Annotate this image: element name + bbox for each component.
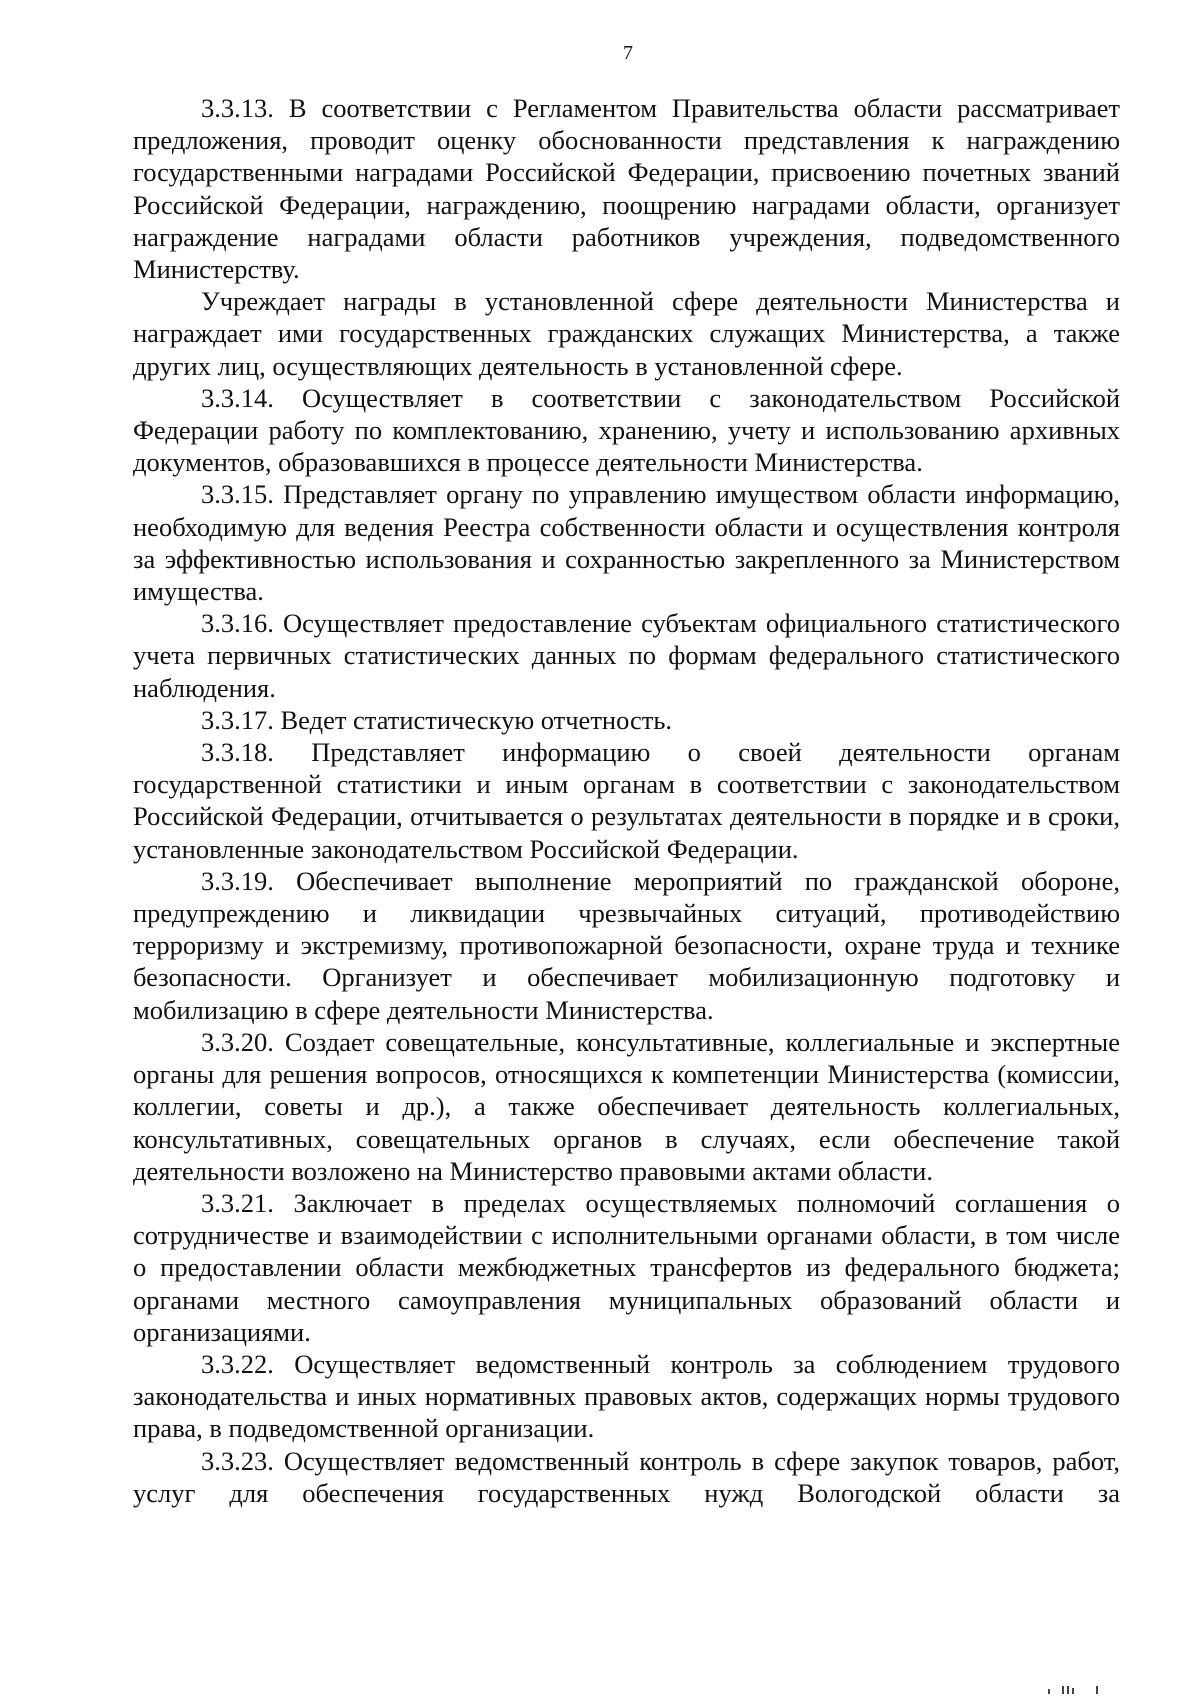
paragraph-3-3-19: 3.3.19. Обеспечивает выполнение мероприятий по гражданской обороне, предупреждению и ликвидации чрезвычайных ситуаций, противодействию терроризму и экстремизму, противопожарной безопасности, охране труда и технике безопасности. Организует и обеспечивает мобилизационную подготовку и мобилизацию в сфере деятельности Министерства. — [133, 865, 1120, 1025]
paragraph-3-3-17: 3.3.17. Ведет статистическую отчетность. — [201, 704, 673, 735]
paragraph-3-3-13: 3.3.13. В соответствии с Регламентом Правительства области рассматривает предложения, проводит оценку обоснованности представления к награждению государственными наградами Российской Федерации, присвоению почетных званий Российской Федерации, награждению, поощрению наградами области, организует награждение наградами области работников учреждения, подведомственного Министерству. — [133, 93, 1120, 285]
paragraph-3-3-16: 3.3.16. Осуществляет предоставление субъектам официального статистического учета первичных статистических данных по формам федерального статистического наблюдения. — [133, 608, 1120, 703]
paragraph-awards: Учреждает награды в установленной сфере деятельности Министерства и награждает ими государственных гражданских служащих Министерства, а также других лиц, осуществляющих деятельность в установленной сфере. — [133, 286, 1120, 381]
paragraph-3-3-18: 3.3.18. Представляет информацию о своей деятельности органам государственной статистики и иным органам в соответствии с законодательством Российской Федерации, отчитывается о результатах деятельности в порядке и в сроки, установленные законодательством Российской Федерации. — [133, 737, 1120, 864]
paragraph-3-3-20: 3.3.20. Создает совещательные, консультативные, коллегиальные и экспертные органы для решения вопросов, относящихся к компетенции Министерства (комиссии, коллегии, советы и др.), а также обеспечивает деятельность коллегиальных, консультативных, совещательных органов в случаях, если обеспечение такой деятельности возложено на Министерство правовыми актами области. — [133, 1026, 1120, 1186]
paragraph-3-3-22: 3.3.22. Осуществляет ведомственный контроль за соблюдением трудового законодательства и иных нормативных правовых актов, содержащих нормы трудового права, в подведомственной организации. — [133, 1348, 1120, 1444]
scan-artifact — [1040, 1684, 1110, 1694]
paragraph-3-3-14: 3.3.14. Осуществляет в соответствии с законодательством Российской Федерации работу по комплектованию, хранению, учету и использованию архивных документов, образовавшихся в процессе деятельности Министерства. — [133, 382, 1120, 478]
paragraph-3-3-23: 3.3.23. Осуществляет ведомственный контроль в сфере закупок товаров, работ, услуг для обеспечения государственных нужд Вологодской области за — [133, 1445, 1120, 1508]
paragraph-3-3-21: 3.3.21. Заключает в пределах осуществляемых полномочий соглашения о сотрудничестве и взаимодействии с исполнительными органами области, в том числе о предоставлении области межбюджетных трансфертов из федерального бюджета; органами местного самоуправления муниципальных образований области и организациями. — [133, 1187, 1120, 1347]
document-body — [133, 92, 1120, 1509]
paragraph-3-3-15: 3.3.15. Представляет органу по управлению имуществом области информацию, необходимую для ведения Реестра собственности области и осуществления контроля за эффективностью использования и сохранностью закрепленного за Министерством имущества. — [133, 479, 1120, 607]
page-number: 7 — [623, 42, 633, 64]
